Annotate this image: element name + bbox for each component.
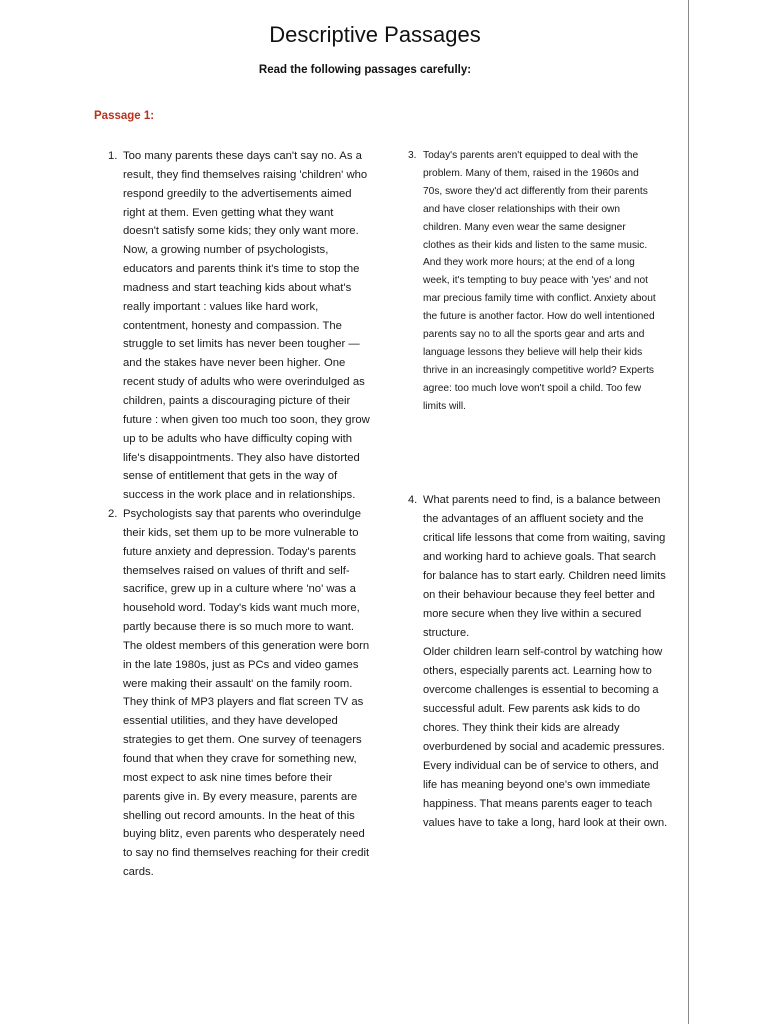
passage-label: Passage 1: (94, 110, 155, 122)
page-title: Descriptive Passages (269, 22, 481, 47)
left-column (108, 147, 370, 963)
list-item (108, 505, 370, 882)
item-text: Psychologists say that parents who overindulge their kids, set them up to be more vulnerable to future anxiety and depression. Today's parents themselves raised on values of thrift and self-sacrifice, grew up in a culture where 'no' was a household word. Today's kids want much more, partly because there is so much more to want. The oldest members of this generation were born in the late 1980s, just as PCs and video games were making their assault' on the family room. They think of MP3 players and flat screen TV as essential utilities, and they have developed strategies to get them. One survey of teenagers found that when they crave for something new, most expect to ask nine times before their parents give in. By every measure, parents are shelling out record amounts. In the heat of this buying blitz, even parents who desperately need to say no find themselves reaching for their credit cards. (123, 508, 370, 879)
item-number: 4. (408, 494, 418, 506)
right-column-bottom (408, 491, 668, 833)
list-item (408, 147, 658, 416)
list-item (408, 491, 668, 833)
item-text: What parents need to find, is a balance between the advantages of an affluent society and the critical life lessons that come from waiting, saving and working hard to achieve goals. That search for balance has to start early. Children need limits on their behaviour because they feel better and more secure when they live within a secured structure. (423, 494, 666, 639)
item-text: Today's parents aren't equipped to deal with the problem. Many of them, raised in the 1960s and 70s, swore they'd act differently from their parents and have closer relationships with their own children. Many even wear the same designer clothes as their kids and listen to the same music. And they work more hours; at the end of a long week, it's tempting to buy peace with 'yes' and not mar precious family time with conflict. Anxiety about the future is another factor. How do well intentioned parents say no to all the sports gear and arts and language lessons they believe will help their kids thrive in an increasingly competitive world? Experts agree: too much love won't spoil a child. Too few limits will. (423, 150, 656, 412)
item-text: Too many parents these days can't say no. As a result, they find themselves raising 'children' who respond greedily to the advertisements aimed right at them. Even getting what they want doesn't satisfy some kids; they only want more. Now, a growing number of psychologists, educators and parents think it's time to stop the madness and start teaching kids about what's really important : values like hard work, contentment, honesty and compassion. The struggle to set limits has never been tougher —and the stakes have never been higher. One recent study of adults who were overindulged as children, paints a discouraging picture of their future : when given too much too soon, they grow up to be adults who have difficulty coping with life's disappointments. They also have distorted sense of entitlement that gets in the way of success in the work place and in relationships. (123, 150, 370, 502)
list-item (108, 147, 370, 505)
instruction-text: Read the following passages carefully: (258, 64, 472, 76)
item-text-continued: Older children learn self-control by watching how others, especially parents act. Learning how to overcome challenges is essential to becoming a successful adult. Few parents ask kids to do chores. They think their kids are already overburdened by social and academic pressures. Every individual can be of service to others, and life has meaning beyond one's own immediate happiness. That means parents eager to teach values have to take a long, hard look at their own. (423, 646, 668, 829)
page-gutter (689, 0, 768, 1024)
item-number: 1. (108, 150, 118, 162)
item-number: 3. (408, 150, 417, 161)
right-column-top (408, 147, 658, 416)
item-number: 2. (108, 508, 118, 521)
